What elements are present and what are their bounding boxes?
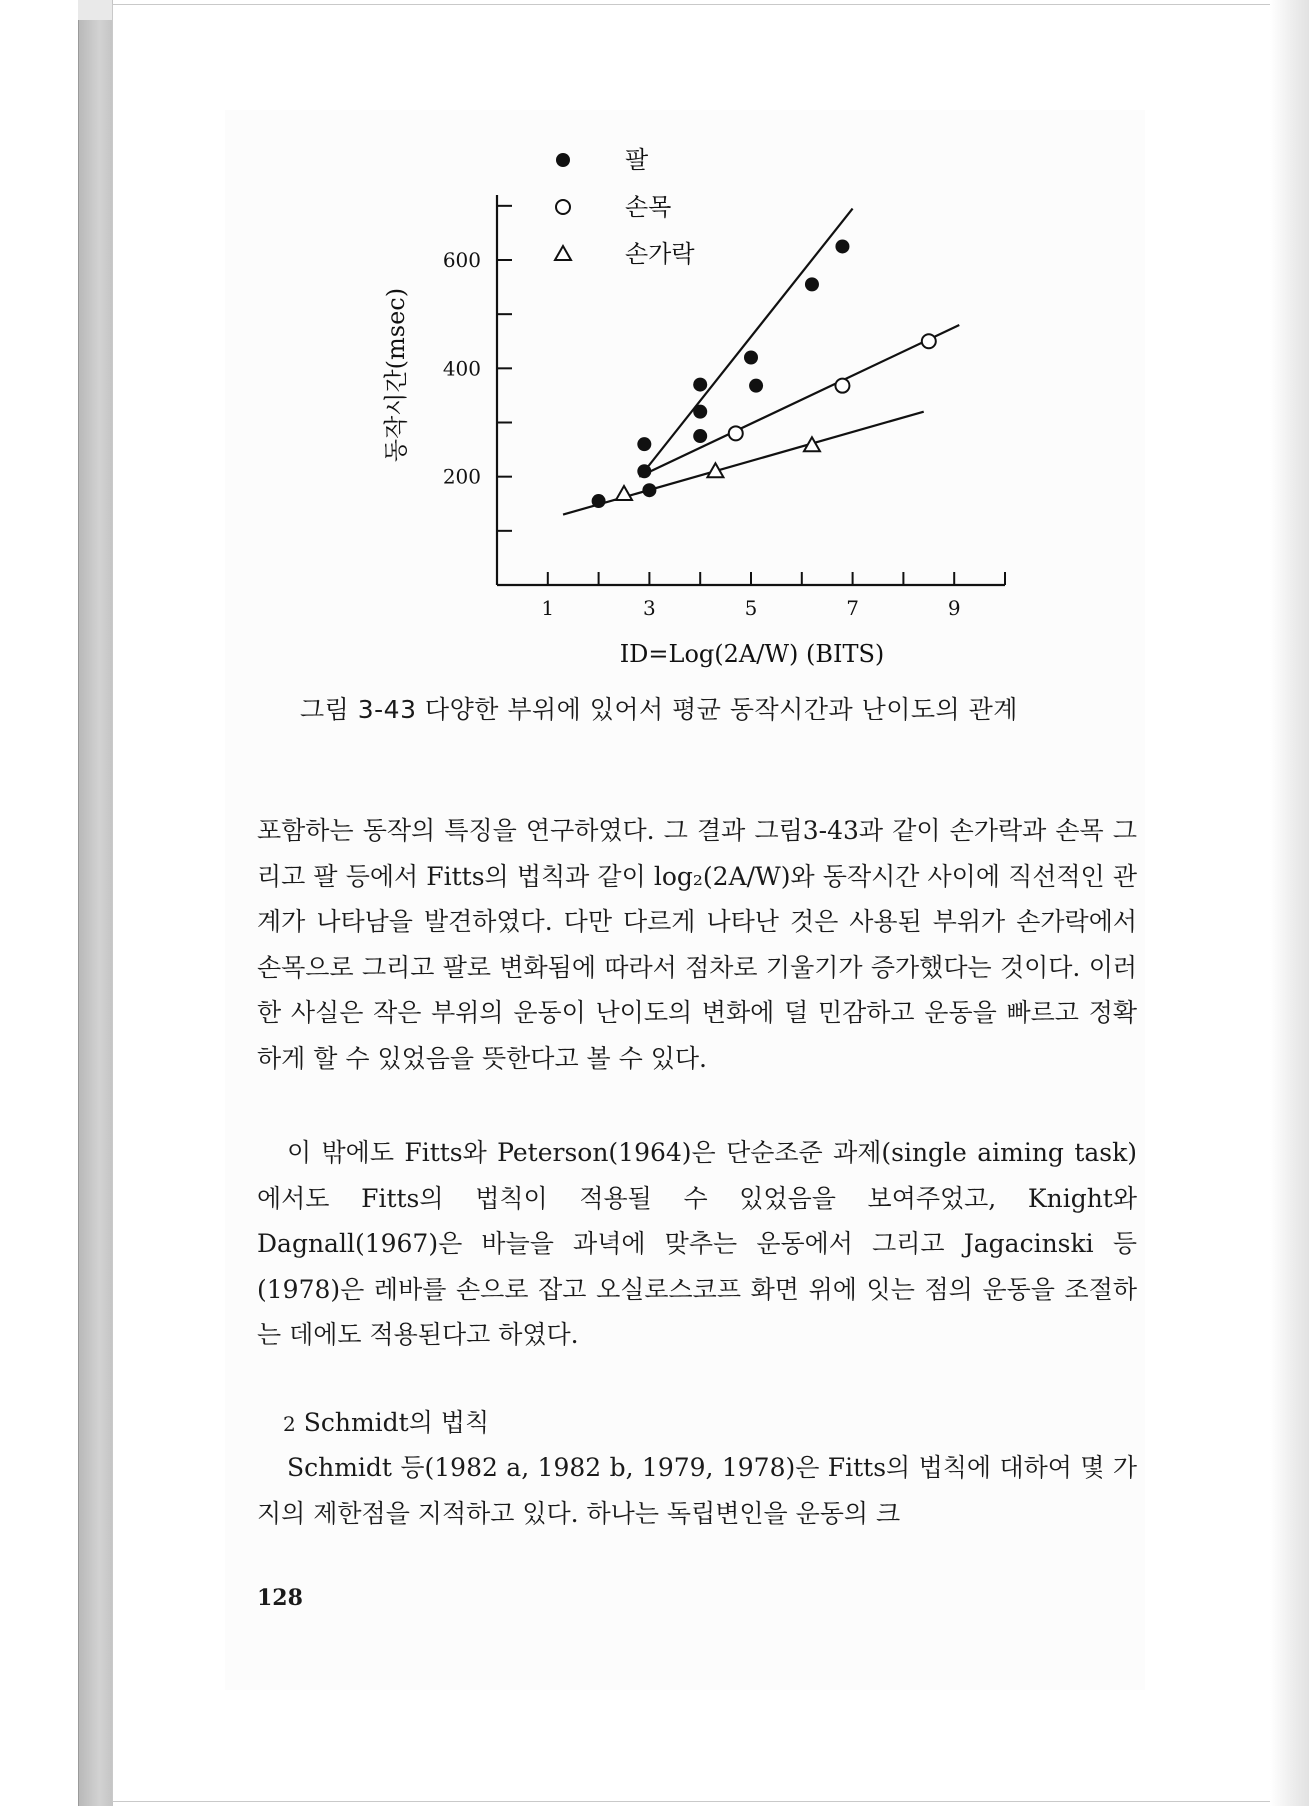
data-point [922, 334, 936, 348]
data-point [744, 351, 758, 365]
data-point [642, 483, 656, 497]
data-point [749, 379, 763, 393]
chart-legend [555, 146, 695, 268]
book-spine [78, 0, 113, 1806]
body-paragraph-1: 포함하는 동작의 특징을 연구하였다. 그 결과 그림3-43과 같이 손가락과 손목 그리고 팔 등에서 Fitts의 법칙과 같이 log₂(2A/W)와 동작시간 사이에 직선적인 관계가 나타남을 발견하였다. 다만 다르게 나타난 것은 사용된 부위가 손가락에서 손목으로 그리고 팔로 변화됨에 따라서 점차로 기울기가 증가했다는 것이다. 이러한 사실은 작은 부위의 운동이 난이도의 변화에 덜 민감하고 운동을 빠르고 정확하게 할 수 있었음을 뜻한다고 볼 수 있다. [257, 816, 1137, 1073]
x-tick-label: 3 [643, 596, 656, 620]
data-point [693, 429, 707, 443]
section-number: 2 [283, 1412, 296, 1436]
y-tick-label: 400 [442, 356, 481, 381]
data-point [729, 426, 743, 440]
legend-marker [556, 153, 570, 167]
legend-marker [556, 200, 570, 214]
y-tick-label: 200 [442, 464, 481, 489]
data-point [835, 379, 849, 393]
chart-axes [443, 195, 1005, 620]
data-point [592, 494, 606, 508]
page-edge-shade [1270, 0, 1309, 1806]
chart-y-axis-label: 동작시간(msec) [382, 287, 410, 463]
x-tick-label: 5 [744, 596, 758, 620]
y-tick-label: 600 [442, 248, 481, 272]
chart-fit-lines [563, 209, 959, 515]
data-point [835, 239, 849, 253]
page-number: 128 [257, 1585, 303, 1611]
x-tick-label: 1 [541, 596, 555, 620]
section-title: Schmidt의 법칙 [303, 1408, 490, 1437]
book-spine-top [78, 0, 112, 20]
data-point [693, 378, 707, 392]
figure-caption: 그림 3-43 다양한 부위에 있어서 평균 동작시간과 난이도의 관계 [300, 695, 1018, 724]
data-point [693, 405, 707, 419]
section-heading [283, 1403, 489, 1439]
x-tick-label: 7 [846, 596, 859, 620]
x-tick-label: 9 [947, 596, 961, 620]
data-point [616, 486, 632, 500]
chart-points [592, 239, 936, 508]
figure-chart [380, 130, 1030, 680]
data-point [805, 277, 819, 291]
legend-label: 팔 [625, 146, 649, 174]
fit-line-hidden [563, 471, 644, 514]
data-point [637, 464, 651, 478]
fit-line [639, 325, 959, 477]
data-point [637, 437, 651, 451]
chart-x-axis-label: ID=Log(2A/W) (BITS) [619, 640, 885, 668]
body-paragraph-2: 이 밖에도 Fitts와 Peterson(1964)은 단순조준 과제(single aiming task)에서도 Fitts의 법칙이 적용될 수 있었음을 보여주었고, Knight와 Dagnall(1967)은 바늘을 과녁에 맞추는 운동에서 그리고 Jagacinski 등(1978)은 레바를 손으로 잡고 오실로스코프 화면 위에 잇는 점의 운동을 조절하는 데에도 적용된다고 하였다. [257, 1138, 1137, 1349]
legend-label: 손목 [625, 193, 672, 221]
legend-label: 손가락 [625, 240, 695, 268]
body-paragraph-3: Schmidt 등(1982 a, 1982 b, 1979, 1978)은 Fitts의 법칙에 대하여 몇 가지의 제한점을 지적하고 있다. 하나는 독립변인을 운동의 크 [257, 1453, 1137, 1528]
legend-marker [555, 246, 571, 260]
